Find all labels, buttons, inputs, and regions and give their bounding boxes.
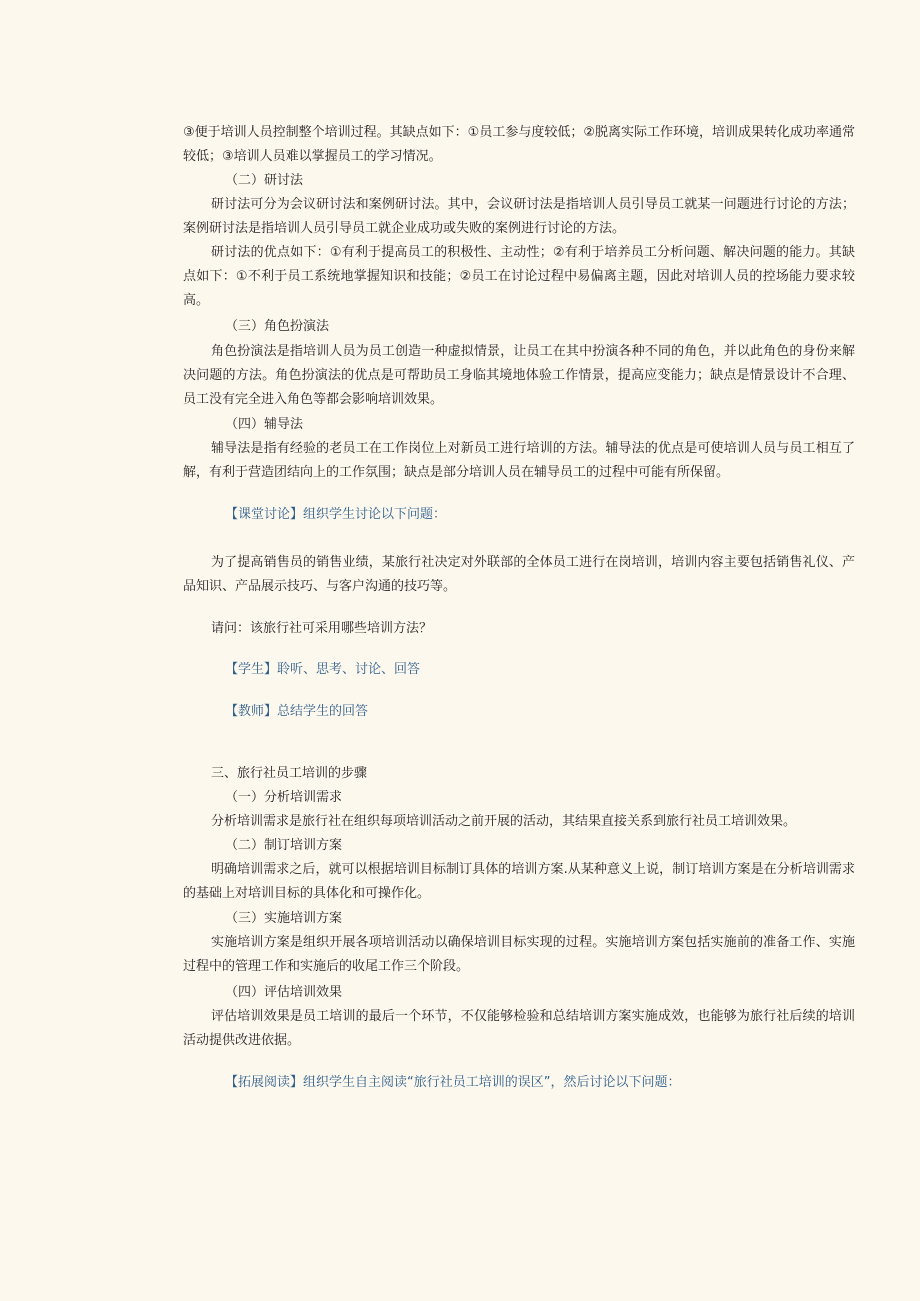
paragraph-seminar-definition: 研讨法可分为会议研讨法和案例研讨法。其中，会议研讨法是指培训人员引导员工就某一问题进行讨论的方法；案例研讨法是指培训人员引导员工就企业成功或失败的案例进行讨论的方法。	[183, 197, 855, 236]
section-title-training-steps: 三、旅行社员工培训的步骤	[211, 766, 368, 781]
heading-coaching-method: （四）辅导法	[225, 417, 304, 432]
extended-reading-text: 组织学生自主阅读“旅行社员工培训的误区”，然后讨论以下问题：	[303, 1075, 681, 1090]
classroom-discussion	[183, 503, 855, 527]
discussion-case: 为了提高销售员的销售业绩，某旅行社决定对外联部的全体员工进行在岗培训，培训内容主要包括销售礼仪、产品知识、产品展示技巧、与客户沟通的技巧等。	[183, 555, 855, 594]
paragraph-seminar-pros-cons: 研讨法的优点如下：①有利于提高员工的积极性、主动性；②有利于培养员工分析问题、解决问题的能力。其缺点如下：①不利于员工系统地掌握知识和技能；②员工在讨论过程中易偏离主题，因此对培训人员的控场能力要求较高。	[183, 245, 855, 308]
extended-reading	[183, 1071, 855, 1095]
student-activity	[183, 658, 855, 682]
student-label: 【学生】	[225, 662, 278, 677]
paragraph-analyze-needs: 分析培训需求是旅行社在组织每项培训活动之前开展的活动，其结果直接关系到旅行社员工培训效果。	[211, 814, 797, 829]
heading-implement-plan: （三）实施培训方案	[225, 911, 343, 926]
classroom-discussion-text: 组织学生讨论以下问题：	[303, 507, 447, 522]
heading-make-plan: （二）制订培训方案	[225, 838, 343, 853]
teacher-activity	[183, 700, 855, 724]
paragraph-lecture-method-cons: ③便于培训人员控制整个培训过程。其缺点如下：①员工参与度较低；②脱离实际工作环境，培训成果转化成功率通常较低；③培训人员难以掌握员工的学习情况。	[183, 125, 855, 164]
paragraph-coaching: 辅导法是指有经验的老员工在工作岗位上对新员工进行培训的方法。辅导法的优点是可使培训人员与员工相互了解，有利于营造团结向上的工作氛围；缺点是部分培训人员在辅导员工的过程中可能有所保留。	[183, 441, 855, 480]
paragraph-implement-plan: 实施培训方案是组织开展各项培训活动以确保培训目标实现的过程。实施培训方案包括实施前的准备工作、实施过程中的管理工作和实施后的收尾工作三个阶段。	[183, 935, 855, 974]
paragraph-make-plan: 明确培训需求之后，就可以根据培训目标制订具体的培训方案.从某种意义上说，制订培训方案是在分析培训需求的基础上对培训目标的具体化和可操作化。	[183, 862, 855, 901]
paragraph-role-play: 角色扮演法是指培训人员为员工创造一种虚拟情景，让员工在其中扮演各种不同的角色，并以此角色的身份来解决问题的方法。角色扮演法的优点是可帮助员工身临其境地体验工作情景，提高应变能力；缺点是情景设计不合理、员工没有完全进入角色等都会影响培训效果。	[183, 344, 855, 407]
teacher-label: 【教师】	[225, 704, 278, 719]
classroom-discussion-label: 【课堂讨论】	[225, 507, 304, 522]
teacher-text: 总结学生的回答	[277, 704, 369, 719]
heading-evaluate-effect: （四）评估培训效果	[225, 985, 343, 1000]
extended-reading-label: 【拓展阅读】	[225, 1075, 304, 1090]
paragraph-evaluate-effect: 评估培训效果是员工培训的最后一个环节，不仅能够检验和总结培训方案实施成效，也能够为旅行社后续的培训活动提供改进依据。	[183, 1009, 855, 1048]
heading-role-play-method: （三）角色扮演法	[225, 319, 330, 334]
student-text: 聆听、思考、讨论、回答	[277, 662, 421, 677]
discussion-question: 请问：该旅行社可采用哪些培训方法？	[211, 621, 433, 636]
heading-analyze-needs: （一）分析培训需求	[225, 790, 343, 805]
heading-seminar-method: （二）研讨法	[225, 173, 304, 188]
